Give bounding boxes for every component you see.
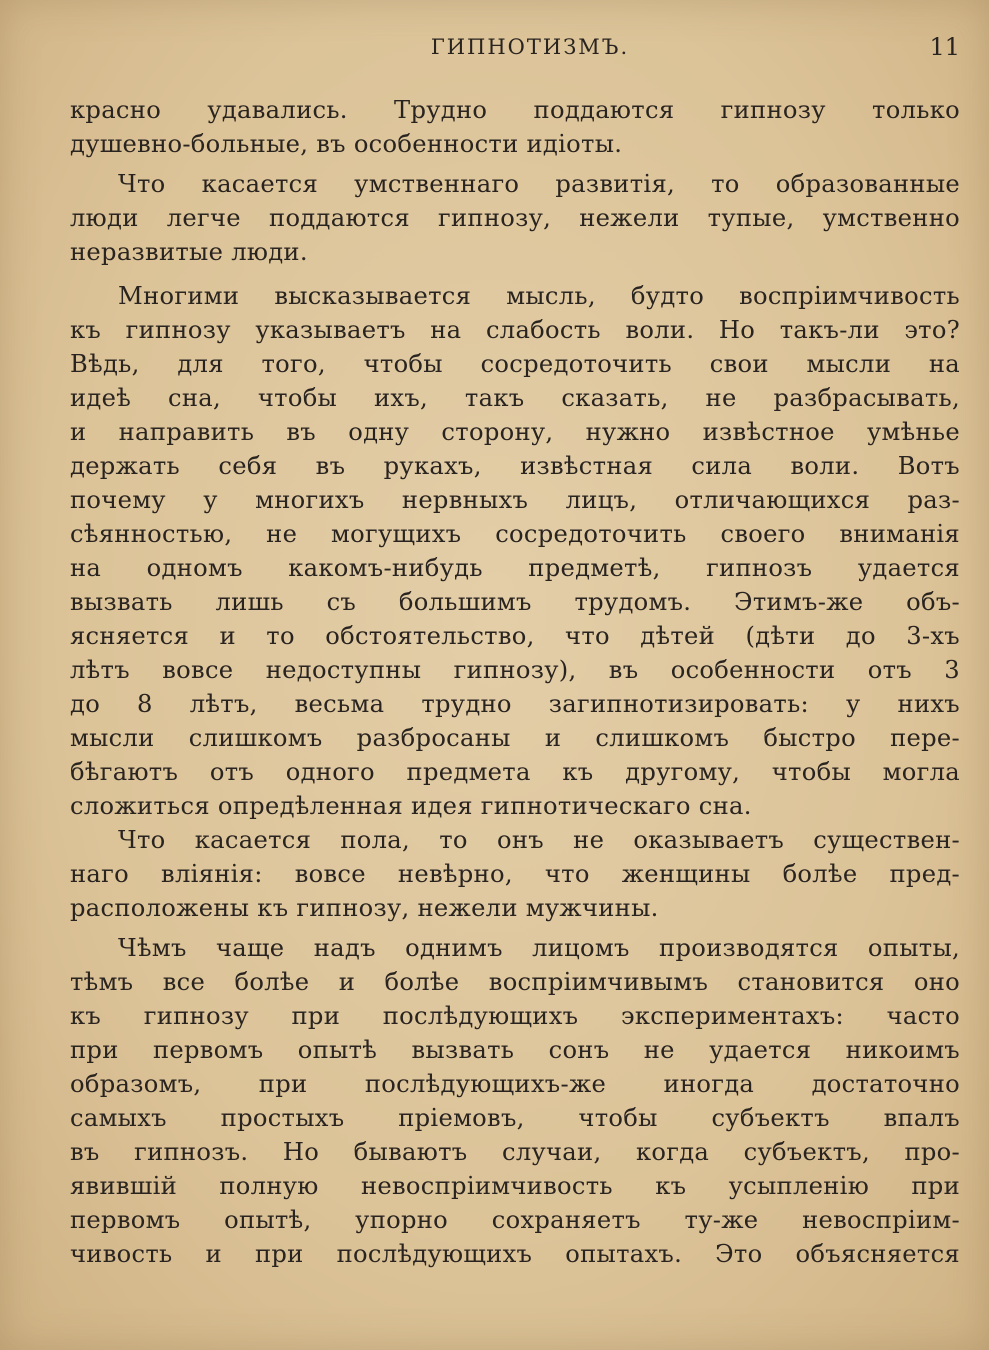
- running-title: ГИПНОТИЗМЪ.: [430, 35, 630, 59]
- text-line: къ гипнозу при послѣдующихъ экспериментахъ: часто: [70, 1002, 960, 1030]
- text-line: образомъ, при послѣдующихъ-же иногда достаточно: [70, 1070, 960, 1098]
- paragraph: [70, 823, 960, 925]
- paragraph: [70, 279, 960, 823]
- text-line: тѣмъ все болѣе и болѣе воспрiимчивымъ становится оно: [70, 968, 960, 996]
- text-line: наго влiянiя: вовсе невѣрно, что женщины болѣе пред-: [70, 860, 960, 888]
- text-line: до 8 лѣтъ, весьма трудно загипнотизировать: у нихъ: [70, 690, 960, 718]
- text-line: Вѣдь, для того, чтобы сосредоточить свои мысли на: [70, 350, 960, 378]
- running-head: [70, 30, 960, 64]
- text-line: почему у многихъ нервныхъ лицъ, отличающихся раз-: [70, 486, 960, 514]
- page-number: 11: [929, 33, 960, 61]
- text-line: сѣянностью, не могущихъ сосредоточить своего вниманiя: [70, 520, 960, 548]
- body-text: [70, 93, 960, 1271]
- paragraph: [70, 167, 960, 269]
- paragraph-gap: [70, 269, 960, 279]
- text-line: при первомъ опытѣ вызвать сонъ не удается никоимъ: [70, 1036, 960, 1064]
- text-line: чивость и при послѣдующихъ опытахъ. Это объясняется: [70, 1240, 960, 1268]
- text-line: ясняется и то обстоятельство, что дѣтей (дѣти до 3-хъ: [70, 622, 960, 650]
- text-line: душевно-больные, въ особенности идiоты.: [70, 130, 623, 158]
- text-line: держать себя въ рукахъ, извѣстная сила воли. Вотъ: [70, 452, 960, 480]
- text-line: первомъ опытѣ, упорно сохраняетъ ту-же невоспрiим-: [70, 1206, 960, 1234]
- text-line: идеѣ сна, чтобы ихъ, такъ сказать, не разбрасывать,: [70, 384, 960, 412]
- text-line: лѣтъ вовсе недоступны гипнозу), въ особенности отъ 3: [70, 656, 960, 684]
- paragraph: [70, 931, 960, 1271]
- paragraph: [70, 93, 960, 161]
- text-line: на одномъ какомъ-нибудь предметѣ, гипнозъ удается: [70, 554, 960, 582]
- text-line: бѣгаютъ отъ одного предмета къ другому, чтобы могла: [70, 758, 960, 786]
- text-line: Что касается пола, то онъ не оказываетъ существен-: [118, 826, 960, 854]
- text-line: и направить въ одну сторону, нужно извѣстное умѣнье: [70, 418, 960, 446]
- text-line: расположены къ гипнозу, нежели мужчины.: [70, 894, 659, 922]
- text-line: вызвать лишь съ большимъ трудомъ. Этимъ-же объ-: [70, 588, 960, 616]
- text-line: Многими высказывается мысль, будто воспрiимчивость: [118, 282, 960, 310]
- text-line: люди легче поддаются гипнозу, нежели тупые, умственно: [70, 204, 960, 232]
- text-line: Чѣмъ чаще надъ однимъ лицомъ производятся опыты,: [118, 934, 960, 962]
- text-line: сложиться опредѣленная идея гипнотическаго сна.: [70, 792, 752, 820]
- text-line: неразвитые люди.: [70, 238, 308, 266]
- text-line: явившiй полную невоспрiимчивость къ усыпленiю при: [70, 1172, 960, 1200]
- text-line: къ гипнозу указываетъ на слабость воли. Но такъ-ли это?: [70, 316, 960, 344]
- text-line: самыхъ простыхъ прiемовъ, чтобы субъектъ впалъ: [70, 1104, 960, 1132]
- text-line: въ гипнозъ. Но бываютъ случаи, когда субъектъ, про-: [70, 1138, 960, 1166]
- text-line: мысли слишкомъ разбросаны и слишкомъ быстро пере-: [70, 724, 960, 752]
- text-line: красно удавались. Трудно поддаются гипнозу только: [70, 96, 960, 124]
- text-line: Что касается умственнаго развитiя, то образованные: [118, 170, 960, 198]
